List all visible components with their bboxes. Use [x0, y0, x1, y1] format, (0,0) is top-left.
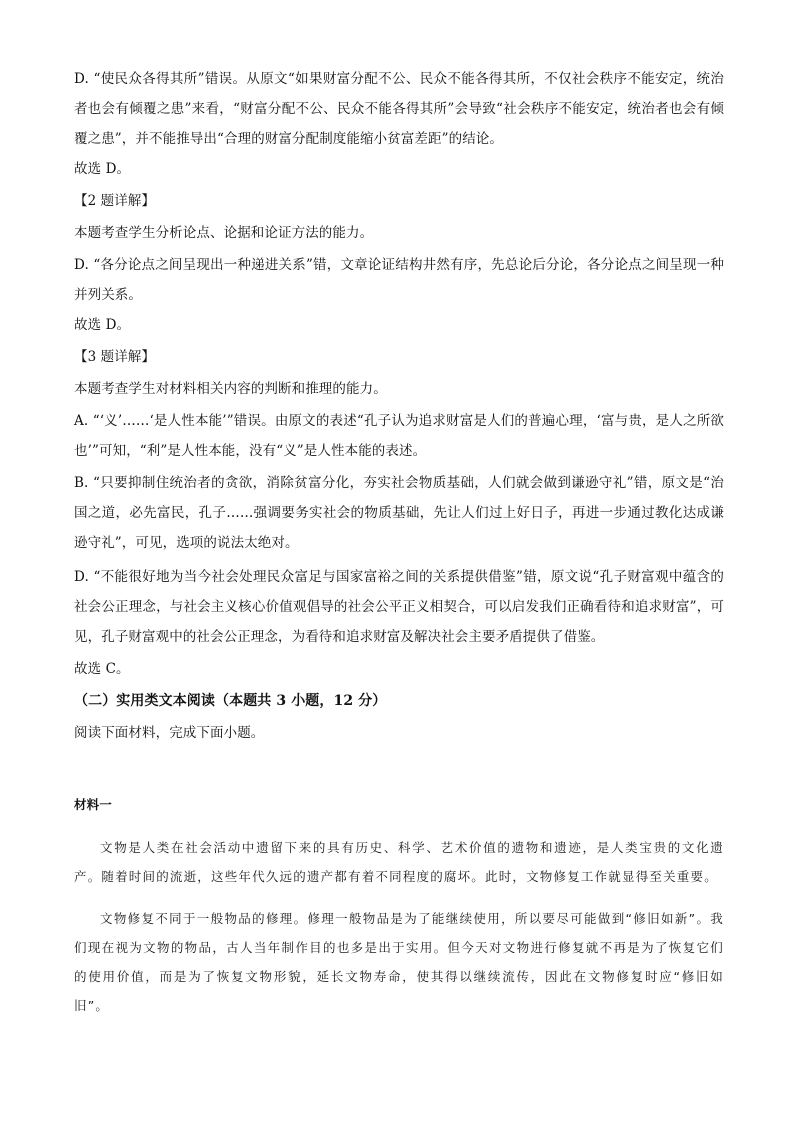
q3-intro: 本题考查学生对材料相关内容的判断和推理的能力。: [74, 381, 387, 397]
q1-option-d-analysis: D. “使民众各得其所”错误。从原文“如果财富分配不公、民众不能各得其所，不仅社会秩序不能安定，统治者也会有倾覆之患”来看，“财富分配不公、民众不能各得其所”会导致“社会秩序不能安定，统治者也会有倾覆之患”，并不能推导出“合理的财富分配制度能缩小贫富差距”的结论。: [74, 71, 724, 147]
part2-heading: （二）实用类文本阅读（本题共 3 小题，12 分）: [74, 693, 387, 709]
q1-answer: 故选 D。: [74, 161, 131, 177]
q2-answer: 故选 D。: [74, 317, 131, 333]
material1-paragraph-2: 文物修复不同于一般物品的修理。修理一般物品是为了能继续使用，所以要尽可能做到“修旧如新”。我们现在视为文物的物品，古人当年制作目的也多是出于实用。但今天对文物进行修复就不再是为了恢复它们的使用价值，而是为了恢复文物形貌，延长文物寿命，使其得以继续流传，因此在文物修复时应“修旧如旧”。: [74, 911, 724, 1013]
q3-section-title: 【3 题详解】: [74, 349, 156, 365]
q3-option-a-analysis: A. “‘义’……‘是人性本能’”错误。由原文的表述“孔子认为追求财富是人们的普遍心理，‘富与贵，是人之所欲也’”可知，“利”是人性本能，没有“义”是人性本能的表述。: [74, 413, 724, 459]
q2-option-d-analysis: D. “各分论点之间呈现出一种递进关系”错，文章论证结构井然有序，先总论后分论，各分论点之间呈现一种并列关系。: [74, 257, 724, 303]
q3-answer: 故选 C。: [74, 661, 130, 677]
q2-section-title: 【2 题详解】: [74, 193, 156, 209]
q3-option-d-analysis: D. “不能很好地为当今社会处理民众富足与国家富裕之间的关系提供借鉴”错，原文说“孔子财富观中蕴含的社会公正理念，与社会主义核心价值观倡导的社会公平正义相契合，可以启发我们正确看待和追求财富”，可见，孔子财富观中的社会公正理念，为看待和追求财富及解决社会主要矛盾提供了借鉴。: [74, 569, 724, 645]
q2-intro: 本题考查学生分析论点、论据和论证方法的能力。: [74, 225, 374, 241]
material1-paragraph-1: 文物是人类在社会活动中遗留下来的具有历史、科学、艺术价值的遗物和遗迹，是人类宝贵的文化遗产。随着时间的流逝，这些年代久远的遗产都有着不同程度的腐坏。此时，文物修复工作就显得至关重要。: [74, 840, 724, 884]
material1-label: 材料一: [74, 797, 112, 812]
q3-option-b-analysis: B. “只要抑制住统治者的贪欲，消除贫富分化，夯实社会物质基础，人们就会做到谦逊守礼”错，原文是“治国之道，必先富民，孔子……强调要务实社会的物质基础，先让人们过上好日子，再进一步通过教化达成谦逊守礼”，可见，选项的说法太绝对。: [74, 475, 724, 551]
part2-instruction: 阅读下面材料，完成下面小题。: [74, 725, 265, 741]
